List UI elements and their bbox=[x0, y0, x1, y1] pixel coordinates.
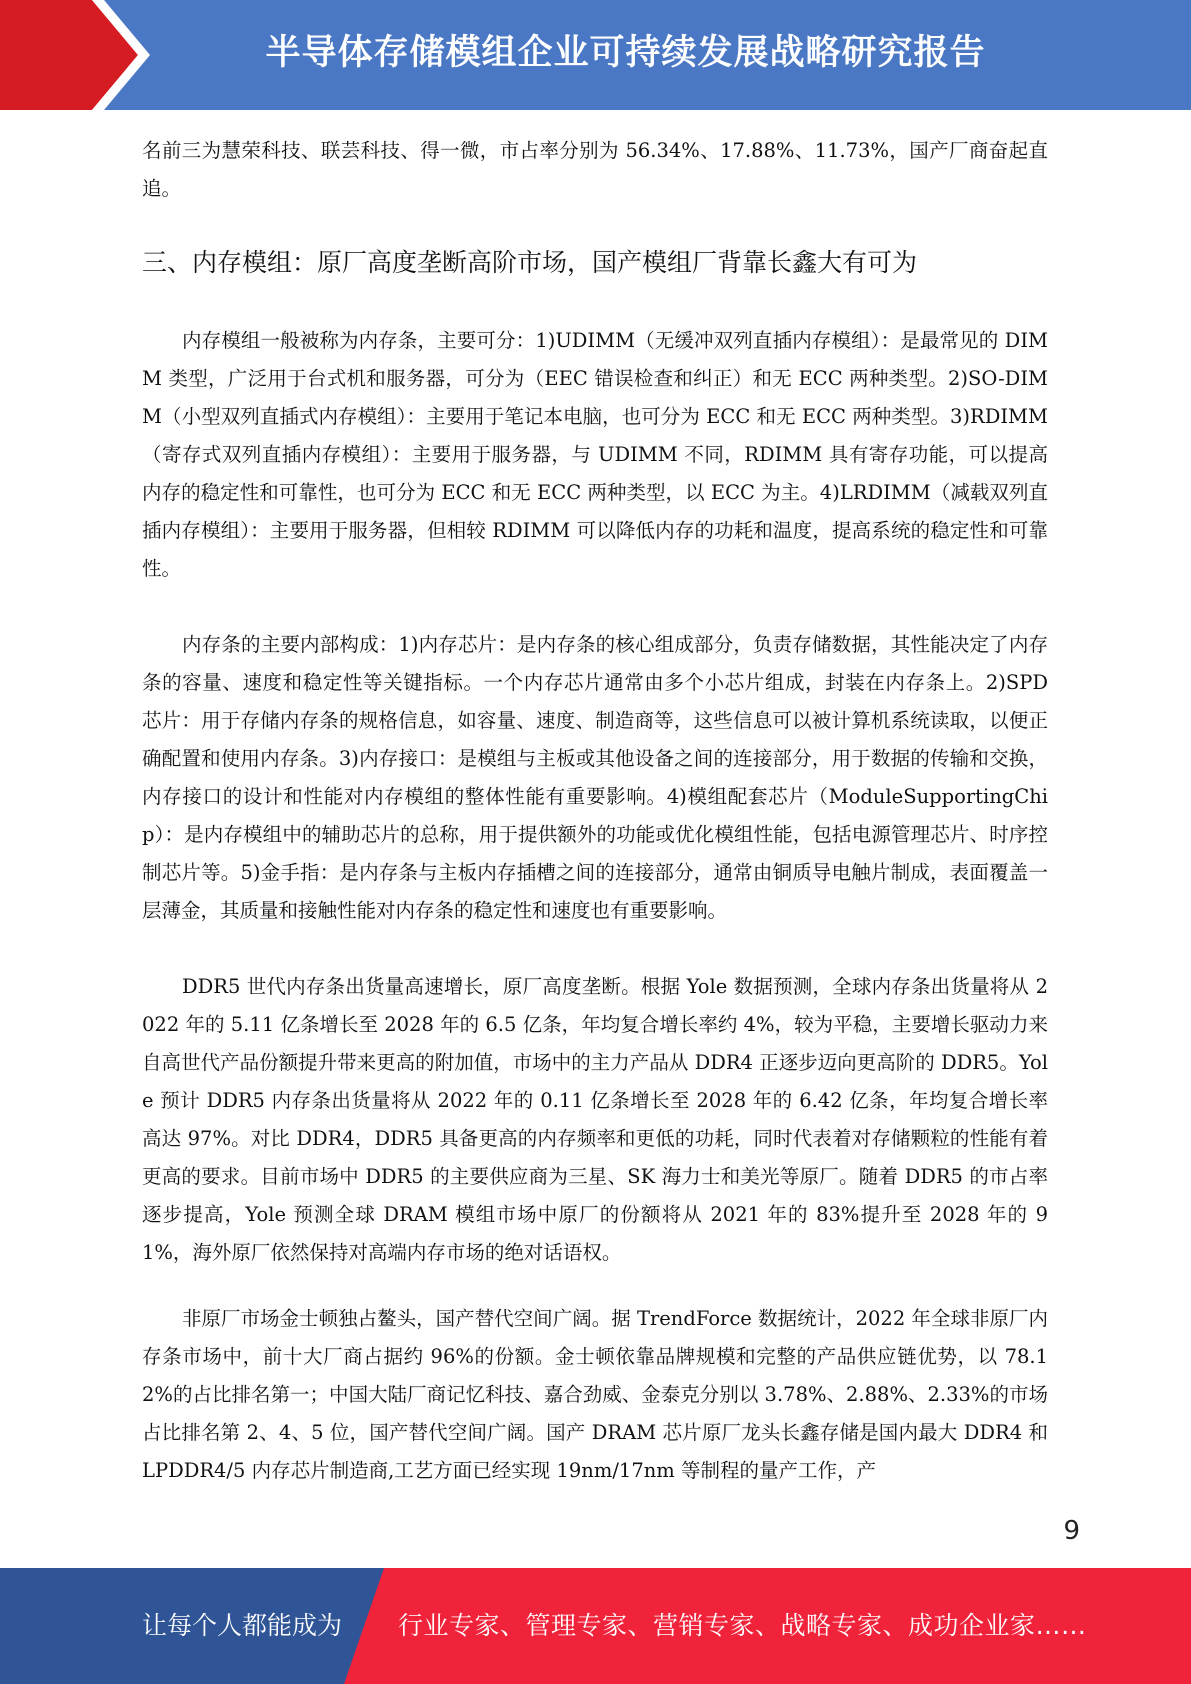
header-arrow-decoration bbox=[0, 0, 150, 110]
page-header bbox=[0, 0, 1191, 110]
paragraph-non-oem-market: 非原厂市场金士顿独占鳌头，国产替代空间广阔。据 TrendForce 数据统计，2022 年全球非原厂内存条市场中，前十大厂商占据约 96%的份额。金士顿依靠品牌规模和完整的产品供应链优势，以 78.12%的占比排名第一；中国大陆厂商记忆科技、嘉合劲威、金泰克分别以 3.78%、2.88%、2.33%的市场占比排名第 2、4、5 位，国产替代空间广阔。国产 DRAM 芯片原厂龙头长鑫存储是国内最大 DDR4 和 LPDDR4/5 内存芯片制造商,工艺方面已经实现 19nm/17nm 等制程的量产工作，产 bbox=[142, 1307, 1048, 1482]
footer-slogan-right: 行业专家、管理专家、营销专家、战略专家、成功企业家…… bbox=[398, 1611, 1087, 1640]
page-footer bbox=[0, 1568, 1191, 1684]
section-heading: 三、内存模组：原厂高度垄断高阶市场，国产模组厂背靠长鑫大有可为 bbox=[142, 248, 918, 277]
paragraph-ddr5-growth: DDR5 世代内存条出货量高速增长，原厂高度垄断。根据 Yole 数据预测，全球内存条出货量将从 2022 年的 5.11 亿条增长至 2028 年的 6.5 亿条，年均复合增长率约 4%，较为平稳，主要增长驱动力来自高世代产品份额提升带来更高的附加值，市场中的主力产品从 DDR4 正逐步迈向更高阶的 DDR5。Yole 预计 DDR5 内存条出货量将从 2022 年的 0.11 亿条增长至 2028 年的 6.42 亿条，年均复合增长率高达 97%。对比 DDR4，DDR5 具备更高的内存频率和更低的功耗，同时代表着对存储颗粒的性能有着更高的要求。目前市场中 DDR5 的主要供应商为三星、SK 海力士和美光等原厂。随着 DDR5 的市占率逐步提高，Yole 预测全球 DRAM 模组市场中原厂的份额将从 2021 年的 83%提升至 2028 年的 91%，海外原厂依然保持对高端内存市场的绝对话语权。 bbox=[142, 975, 1048, 1264]
page-number: 9 bbox=[1063, 1516, 1080, 1546]
paragraph-memory-components: 内存条的主要内部构成：1)内存芯片：是内存条的核心组成部分，负责存储数据，其性能决定了内存条的容量、速度和稳定性等关键指标。一个内存芯片通常由多个小芯片组成，封装在内存条上。2)SPD 芯片：用于存储内存条的规格信息，如容量、速度、制造商等，这些信息可以被计算机系统读取，以便正确配置和使用内存条。3)内存接口：是模组与主板或其他设备之间的连接部分，用于数据的传输和交换，内存接口的设计和性能对内存模组的整体性能有重要影响。4)模组配套芯片（ModuleSupportingChip）：是内存模组中的辅助芯片的总称，用于提供额外的功能或优化模组性能，包括电源管理芯片、时序控制芯片等。5)金手指：是内存条与主板内存插槽之间的连接部分，通常由铜质导电触片制成，表面覆盖一层薄金，其质量和接触性能对内存条的稳定性和速度也有重要影响。 bbox=[142, 633, 1048, 922]
intro-continuation-paragraph: 名前三为慧荣科技、联芸科技、得一微，市占率分别为 56.34%、17.88%、11.73%，国产厂商奋起直追。 bbox=[142, 139, 1048, 200]
report-title: 半导体存储模组企业可持续发展战略研究报告 bbox=[265, 33, 986, 73]
page-content bbox=[142, 132, 1048, 1490]
paragraph-memory-module-types: 内存模组一般被称为内存条，主要可分：1)UDIMM（无缓冲双列直插内存模组）：是最常见的 DIMM 类型，广泛用于台式机和服务器，可分为（EEC 错误检查和纠正）和无 ECC 两种类型。2)SO-DIMM（小型双列直插式内存模组）：主要用于笔记本电脑，也可分为 ECC 和无 ECC 两种类型。3)RDIMM（寄存式双列直插内存模组）：主要用于服务器，与 UDIMM 不同，RDIMM 具有寄存功能，可以提高内存的稳定性和可靠性，也可分为 ECC 和无 ECC 两种类型，以 ECC 为主。4)LRDIMM（减载双列直插内存模组）：主要用于服务器，但相较 RDIMM 可以降低内存的功耗和温度，提高系统的稳定性和可靠性。 bbox=[142, 329, 1048, 580]
footer-slogan-left: 让每个人都能成为 bbox=[142, 1611, 343, 1640]
